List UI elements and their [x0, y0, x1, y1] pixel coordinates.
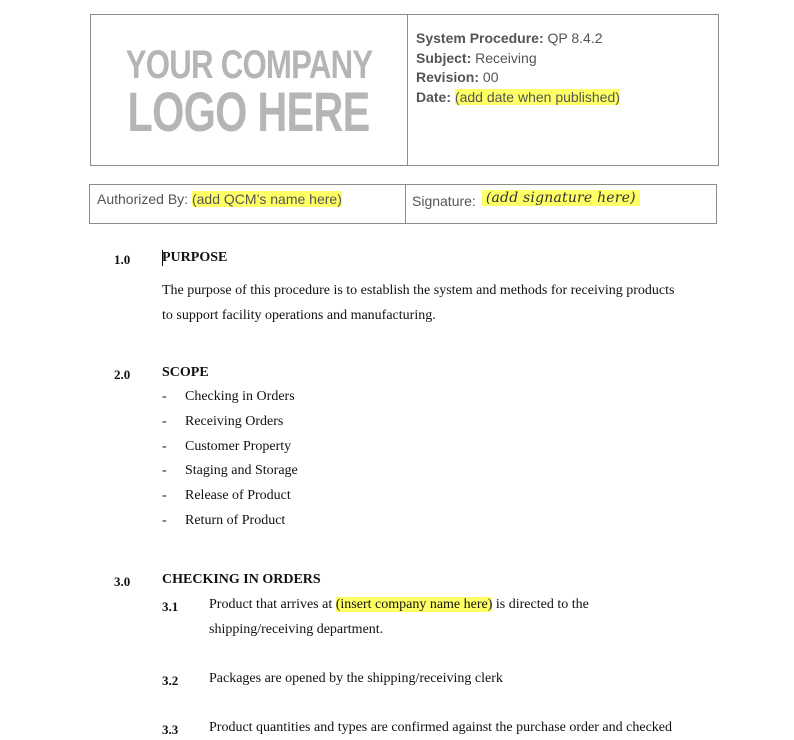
- dash-bullet: -: [162, 512, 167, 528]
- list-item: [162, 486, 298, 511]
- section-number-scope: 2.0: [114, 367, 131, 382]
- section-number-purpose: 1.0: [114, 252, 131, 267]
- header-table: [90, 14, 719, 166]
- authorized-by-value[interactable]: (add QCM’s name here): [191, 191, 342, 207]
- subject-row: [416, 49, 710, 69]
- revision-label: Revision:: [416, 69, 480, 85]
- authorized-by-cell: [90, 185, 406, 223]
- dash-bullet: -: [162, 463, 167, 479]
- purpose-line-2: to support facility operations and manufacturing.: [162, 308, 436, 323]
- procedure-info: [408, 15, 718, 165]
- list-item: [162, 387, 298, 412]
- date-row: [416, 88, 710, 108]
- scope-item-text: Checking in Orders: [185, 389, 295, 404]
- date-value[interactable]: (add date when published): [454, 88, 620, 105]
- scope-item-text: Staging and Storage: [185, 463, 298, 479]
- authorization-table: [89, 184, 717, 224]
- dash-bullet: -: [162, 438, 167, 454]
- list-item: [162, 412, 298, 437]
- section-number-checking: 3.0: [114, 574, 131, 589]
- scope-list: [162, 387, 298, 536]
- system-procedure-value: QP 8.4.2: [547, 30, 603, 46]
- dash-bullet: -: [162, 389, 167, 404]
- revision-value: 00: [482, 69, 499, 85]
- purpose-line-1: The purpose of this procedure is to establish the system and methods for receiving products: [162, 283, 675, 298]
- date-label: Date:: [416, 88, 452, 105]
- signature-cell: [406, 185, 716, 223]
- signature-value[interactable]: (add signature here): [482, 190, 640, 206]
- section-title-purpose: PURPOSE: [162, 250, 228, 265]
- company-logo-placeholder: [91, 15, 408, 165]
- subsection-text-3-3: Product quantities and types are confirmed against the purchase order and checked: [209, 720, 672, 735]
- purpose-paragraph: [162, 278, 702, 328]
- subsection-text-3-2: Packages are opened by the shipping/receiving clerk: [209, 671, 503, 686]
- dash-bullet: -: [162, 488, 167, 504]
- signature-label: Signature:: [412, 193, 476, 209]
- scope-item-text: Receiving Orders: [185, 413, 284, 429]
- section-title-scope: SCOPE: [162, 365, 209, 380]
- system-procedure-label: System Procedure:: [416, 30, 544, 46]
- subsection-3-1-line-1: [209, 592, 709, 617]
- subsection-3-1-prefix: Product that arrives at: [209, 597, 336, 612]
- scope-item-text: Release of Product: [185, 488, 291, 504]
- logo-line-1: YOUR COMPANY: [125, 43, 373, 87]
- subsection-number-3-2: 3.2: [162, 673, 179, 688]
- list-item: [162, 511, 298, 536]
- scope-item-text: Customer Property: [185, 438, 292, 454]
- subsection-3-1-line-2: shipping/receiving department.: [209, 622, 384, 637]
- authorized-by-label: Authorized By:: [97, 191, 189, 207]
- list-item: [162, 461, 298, 486]
- list-item: [162, 437, 298, 462]
- section-title-checking: CHECKING IN ORDERS: [162, 572, 321, 587]
- scope-item-text: Return of Product: [185, 512, 286, 528]
- logo-line-2: LOGO HERE: [127, 80, 371, 143]
- subject-value: Receiving: [475, 49, 537, 66]
- subsection-number-3-1: 3.1: [162, 599, 179, 614]
- subject-label: Subject:: [416, 49, 472, 66]
- subsection-text-3-1: [209, 592, 709, 642]
- subsection-3-1-suffix: is directed to the: [492, 597, 589, 612]
- revision-row: [416, 68, 710, 88]
- company-name-placeholder[interactable]: (insert company name here): [335, 597, 493, 612]
- dash-bullet: -: [162, 413, 167, 429]
- subsection-number-3-3: 3.3: [162, 722, 179, 737]
- system-procedure-row: [416, 29, 710, 49]
